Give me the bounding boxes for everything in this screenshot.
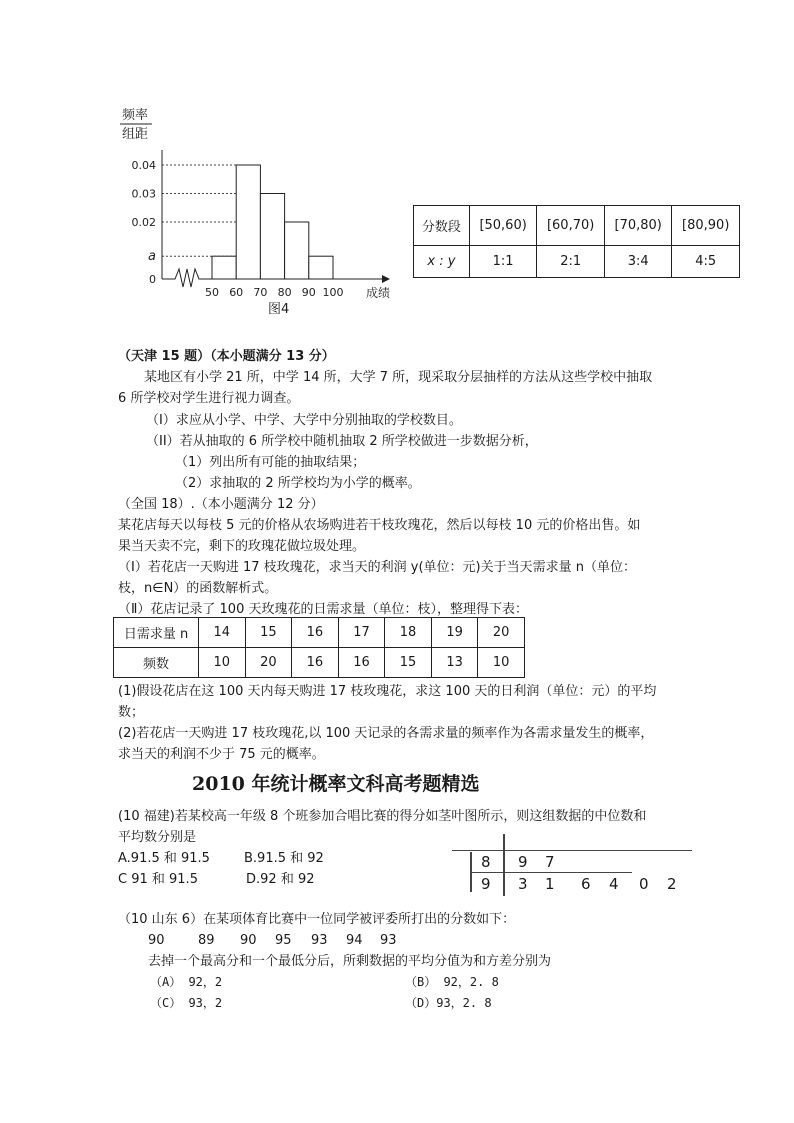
ratio-table-header-row [414,206,740,246]
tianjin-text-line-2: 6 所学校对学生进行视力调查。 [118,391,300,406]
frequency-histogram [100,95,410,325]
national-subquestion-2-line-2: 求当天的利润不少于 75 元的概率。 [118,747,325,762]
shandong-option-b: （B） 92，2. 8 [405,975,499,989]
table-cell: [60,70) [537,206,605,246]
histogram-bar [212,256,236,279]
leaf: 9 [518,853,528,871]
leaf: 2 [667,875,677,893]
table-cell: 13 [431,648,478,678]
national-question-1-line-2: 枝，n∈N）的函数解析式。 [118,581,278,596]
table-cell: 10 [199,648,246,678]
stem-leaf-row-divider [472,872,632,873]
score-value: 93 [311,933,328,948]
fujian-option-d: D.92 和 92 [246,872,315,887]
national-text-line-1: 某花店每天以每枝 5 元的价格从农场购进若干枝玫瑰花，然后以每枝 10 元的价格出售。如 [118,518,641,533]
x-tick-label: 90 [301,286,316,299]
ratio-table [413,205,740,278]
shandong-text-line-1: （10 山东 6）在某项体育比赛中一位同学被评委所打出的分数如下： [118,912,516,927]
table-cell: 2:1 [537,246,605,278]
fujian-option-c: C 91 和 91.5 [118,872,198,887]
table-cell: 4:5 [672,246,740,278]
histogram-bar [236,165,260,279]
national-question-1-line-1: （Ⅰ）若花店一天购进 17 枝玫瑰花，求当天的利润 y(单位：元)关于当天需求量 n（单位： [118,560,636,575]
table-cell: 15 [245,618,292,648]
histogram-bar [285,222,309,279]
stem-leaf-top-rule [452,850,692,851]
leaf: 4 [609,875,619,893]
shandong-option-d: （D）93，2. 8 [405,996,492,1010]
fujian-option-a: A.91.5 和 91.5 [118,851,210,866]
y-tick-label: 0.04 [131,159,156,172]
table-cell: 10 [478,648,525,678]
table-cell: 20 [478,618,525,648]
table-cell: 16 [338,648,385,678]
table-cell: 16 [292,648,339,678]
tianjin-question-1: （I）求应从小学、中学、大学中分别抽取的学校数目。 [146,413,462,428]
table-cell: 3:4 [604,246,672,278]
table-cell: 频数 [114,648,199,678]
leaf: 1 [545,875,555,893]
tianjin-heading: （天津 15 题）（本小题满分 13 分） [118,349,335,364]
leaf: 6 [581,875,591,893]
table-cell: 16 [292,618,339,648]
tianjin-question-2-part-2: （2）求抽取的 2 所学校均为小学的概率。 [175,476,421,491]
table-cell: [50,60) [469,206,537,246]
national-subquestion-1-line-1: (1)假设花店在这 100 天内每天购进 17 枝玫瑰花，求这 100 天的日利润（单位：元）的平均 [118,684,657,699]
demand-table-row [114,648,525,678]
table-cell: [70,80) [604,206,672,246]
y-tick-label: 0.02 [131,216,156,229]
score-value: 94 [346,933,363,948]
national-heading: （全国 18）.（本小题满分 12 分） [118,497,324,512]
demand-table-header-row [114,618,525,648]
score-value: 93 [380,933,397,948]
y-tick-label: a [148,249,156,265]
section-title: 2010 年统计概率文科高考题精选 [192,773,480,795]
tianjin-question-2: （II）若从抽取的 6 所学校中随机抽取 2 所学校做进一步数据分析， [146,434,538,449]
x-tick-label: 80 [277,286,292,299]
y-tick-label: 0.03 [131,187,156,201]
x-axis-label: 成绩 [366,286,391,300]
fujian-text-line-2: 平均数分别是 [118,830,197,845]
fujian-text-line-1: (10 福建)若某校高一年级 8 个班参加合唱比赛的得分如茎叶图所示，则这组数据的中位数和 [118,809,647,824]
table-cell: 18 [385,618,432,648]
fujian-option-b: B.91.5 和 92 [244,851,324,866]
shandong-text-line-2: 去掉一个最高分和一个最低分后，所剩数据的平均分值为和方差分别为 [148,954,552,969]
national-question-2: （Ⅱ）花店记录了 100 天玫瑰花的日需求量（单位：枝），整理得下表： [118,602,528,617]
table-cell: 19 [431,618,478,648]
table-cell: [80,90) [672,206,740,246]
score-value: 90 [240,933,257,948]
national-subquestion-2-line-1: (2)若花店一天购进 17 枝玫瑰花,以 100 天记录的各需求量的频率作为各需求量发生的概率， [118,726,654,741]
score-value: 95 [275,933,292,948]
x-tick-label: 50 [205,286,219,299]
y-axis-label-top: 频率 [122,108,149,123]
stem-9: 9 [481,875,491,893]
shandong-option-c: （C） 93，2 [150,996,223,1010]
national-text-line-2: 果当天卖不完，剩下的玫瑰花做垃圾处理。 [118,539,366,554]
axis-break-zigzag [162,269,212,287]
national-subquestion-1-line-2: 数； [118,705,145,720]
table-cell: 分数段 [414,206,470,246]
stem-8: 8 [481,853,491,871]
table-cell: 1:1 [469,246,537,278]
demand-frequency-table [113,617,525,678]
stem-leaf-stem-divider [503,834,505,896]
tianjin-question-2-part-1: （1）列出所有可能的抽取结果； [175,455,366,470]
table-cell: x : y [414,246,470,278]
stem-and-leaf-plot [452,834,692,896]
shandong-option-a: （A） 92，2 [150,975,223,989]
table-cell: 14 [199,618,246,648]
x-tick-label: 70 [253,286,268,299]
leaf: 3 [518,875,528,893]
table-cell: 20 [245,648,292,678]
x-tick-label: 60 [229,286,244,299]
x-axis-arrow [382,275,390,283]
tianjin-text-line-1: 某地区有小学 21 所，中学 14 所，大学 7 所，现采取分层抽样的方法从这些学校中抽取 [144,370,653,385]
table-cell: 17 [338,618,385,648]
histogram-bar [260,194,284,280]
table-cell: 日需求量 n [114,618,199,648]
x-tick-label: 100 [322,286,344,299]
ratio-table-row [414,246,740,278]
score-value: 89 [198,933,215,948]
y-tick-label: 0 [149,273,156,286]
score-value: 90 [148,933,165,948]
leaf: 7 [545,853,555,871]
table-cell: 15 [385,648,432,678]
histogram-bar [309,256,333,279]
y-axis-label-bottom: 组距 [122,127,149,142]
leaf: 0 [639,875,649,893]
figure-caption: 图4 [268,302,290,317]
